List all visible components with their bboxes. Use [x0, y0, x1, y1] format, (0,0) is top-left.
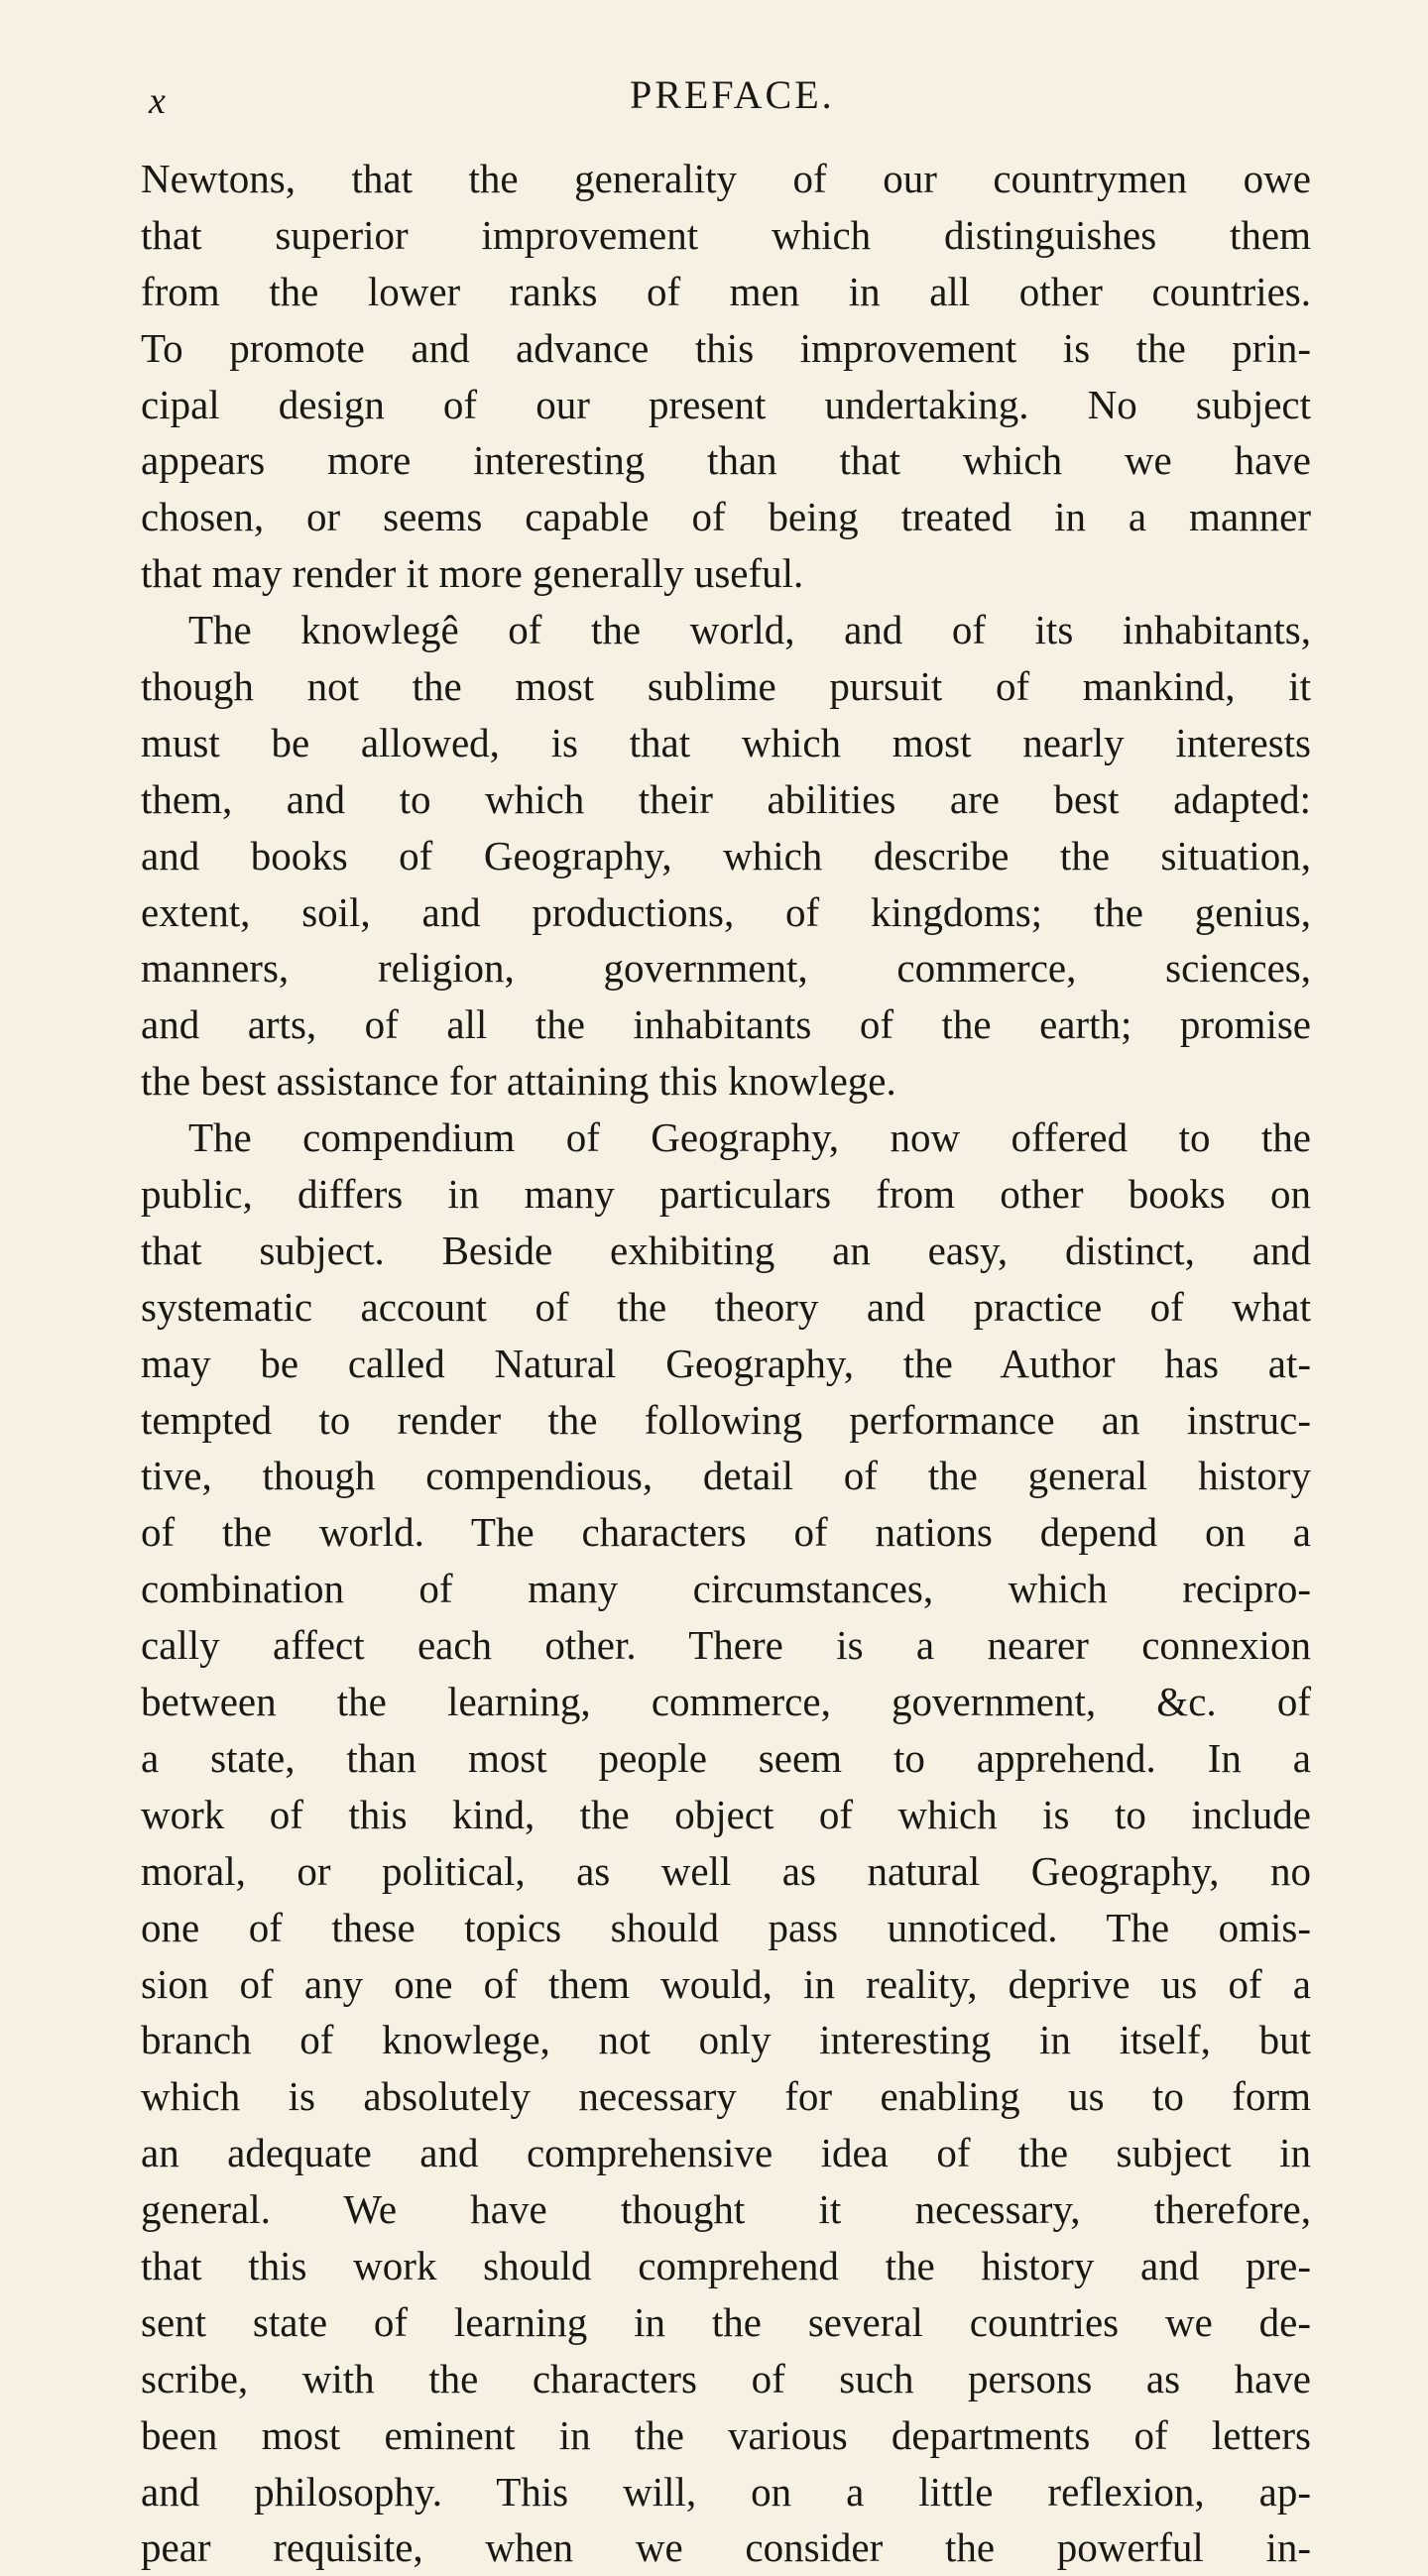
text-line: cally affect each other. There is a nearer connexion	[141, 1622, 1311, 1669]
text-line: from the lower ranks of men in all other countries.	[141, 268, 1311, 314]
text-line: them, and to which their abilities are best adapted:	[141, 775, 1311, 822]
text-line: must be allowed, is that which most nearly interests	[141, 719, 1311, 765]
text-line: cipal design of our present undertaking. No subject	[141, 381, 1311, 427]
text-line: that superior improvement which distinguishes them	[141, 211, 1311, 258]
text-line: scribe, with the characters of such persons as have	[141, 2355, 1311, 2401]
body-text	[141, 151, 1311, 2576]
text-line: and arts, of all the inhabitants of the earth; promise	[141, 1001, 1311, 1048]
text-line: tempted to render the following performance an instruc-	[141, 1396, 1311, 1443]
text-line: of the world. The characters of nations depend on a	[141, 1509, 1311, 1556]
text-line: systematic account of the theory and practice of what	[141, 1283, 1311, 1330]
text-line: tive, though compendious, detail of the general history	[141, 1453, 1311, 1499]
text-line: the best assistance for attaining this knowlege.	[141, 1058, 896, 1105]
page-header	[0, 71, 1428, 131]
text-line: branch of knowlege, not only interesting in itself, but	[141, 2017, 1311, 2063]
text-line: Newtons, that the generality of our countrymen owe	[141, 156, 1311, 201]
text-line: which is absolutely necessary for enabling us to form	[141, 2073, 1311, 2120]
text-line: chosen, or seems capable of being treated in a manner	[141, 494, 1311, 540]
text-line: and books of Geography, which describe the situation,	[141, 832, 1311, 878]
text-line: that subject. Beside exhibiting an easy, distinct, and	[141, 1227, 1311, 1273]
text-line: may be called Natural Geography, the Author has at-	[141, 1340, 1311, 1386]
text-line: The knowlegê of the world, and of its inhabitants,	[188, 607, 1311, 653]
text-line: The compendium of Geography, now offered to the	[188, 1114, 1311, 1161]
text-line: that may render it more generally useful.	[141, 550, 804, 597]
text-line: though not the most sublime pursuit of mankind, it	[141, 663, 1311, 710]
text-line: been most eminent in the various departments of letters	[141, 2411, 1311, 2458]
text-line: public, differs in many particulars from other books on	[141, 1171, 1311, 1218]
text-line: general. We have thought it necessary, therefore,	[141, 2186, 1311, 2233]
text-line: pear requisite, when we consider the powerful in-	[141, 2524, 1311, 2571]
text-line: a state, than most people seem to apprehend. In a	[141, 1734, 1311, 1781]
text-line: one of these topics should pass unnoticed. The omis-	[141, 1904, 1311, 1950]
text-line: between the learning, commerce, government, &c. of	[141, 1679, 1311, 1725]
running-head: PREFACE.	[630, 72, 835, 117]
text-line: that this work should comprehend the history and pre-	[141, 2242, 1311, 2288]
text-line: appears more interesting than that which we have	[141, 437, 1311, 484]
text-line: an adequate and comprehensive idea of the subject in	[141, 2130, 1311, 2176]
page-number: x	[149, 80, 167, 122]
text-line: sent state of learning in the several countries we de-	[141, 2298, 1311, 2345]
text-line: work of this kind, the object of which is to include	[141, 1791, 1311, 1837]
text-line: manners, religion, government, commerce, sciences,	[141, 945, 1311, 992]
text-line: moral, or political, as well as natural Geography, no	[141, 1847, 1311, 1894]
text-line: and philosophy. This will, on a little reflexion, ap-	[141, 2468, 1311, 2515]
text-line: sion of any one of them would, in reality, deprive us of a	[141, 1960, 1311, 2007]
text-line: To promote and advance this improvement is the prin-	[141, 324, 1311, 371]
text-line: combination of many circumstances, which recipro-	[141, 1566, 1311, 1612]
text-line: extent, soil, and productions, of kingdoms; the genius,	[141, 888, 1311, 935]
